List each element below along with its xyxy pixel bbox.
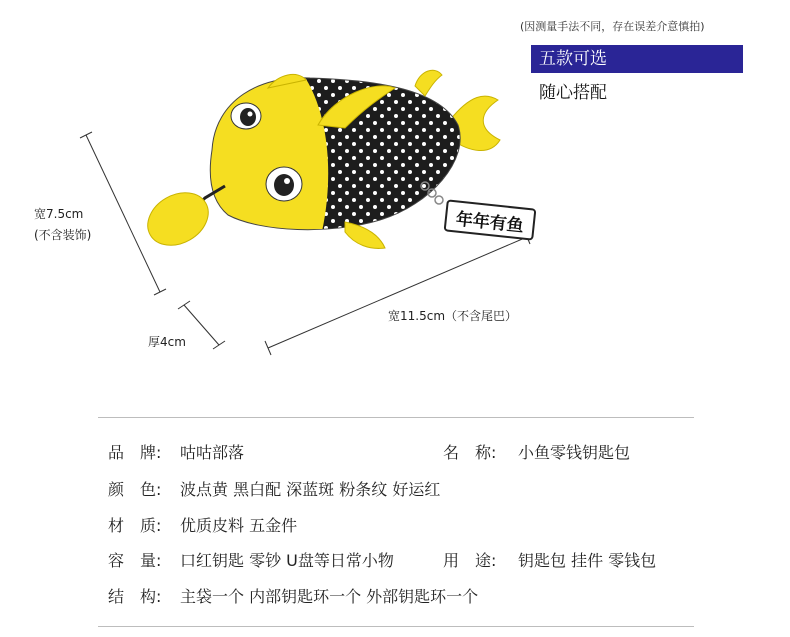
spec-color-value: 波点黄 黑白配 深蓝斑 粉条纹 好运红 (180, 480, 441, 499)
fish-eye-front (266, 167, 302, 201)
spec-name-value: 小鱼零钱钥匙包 (518, 443, 631, 462)
keychain-label: 年年有鱼 (454, 209, 525, 237)
spec-usage (443, 548, 656, 571)
spec-brand (108, 440, 244, 463)
fish-eye-back (231, 103, 261, 129)
spec-usage-value: 钥匙包 挂件 零钱包 (518, 551, 657, 570)
spec-usage-label: 用 途: (443, 551, 497, 570)
spec-material (108, 513, 297, 536)
spec-structure-label: 结 构: (108, 587, 162, 606)
spec-color (108, 477, 440, 500)
spec-structure (108, 584, 478, 607)
zipper-puller (138, 182, 217, 256)
spec-structure-value: 主袋一个 内部钥匙环一个 外部钥匙环一个 (180, 587, 479, 606)
spec-material-value: 优质皮料 五金件 (180, 516, 298, 535)
measurement-note: (因测量手法不同，存在误差介意慎拍) (520, 20, 705, 33)
spec-color-label: 颜 色: (108, 480, 162, 499)
spec-material-label: 材 质: (108, 516, 162, 535)
thickness-dimension: 厚4cm (148, 335, 186, 349)
bottom-fin (345, 222, 385, 248)
spec-brand-label: 品 牌: (108, 443, 162, 462)
spec-name-label: 名 称: (443, 443, 497, 462)
spec-divider-bottom (98, 626, 694, 627)
top-fin-small (415, 70, 442, 96)
spec-capacity-value: 口红钥匙 零钞 U盘等日常小物 (180, 551, 394, 570)
fish-body (200, 70, 460, 240)
height-dimension: 宽7.5cm (34, 207, 84, 221)
width-dimension: 宽11.5cm（不含尾巴） (388, 309, 518, 323)
spec-brand-value: 咕咕部落 (180, 443, 245, 462)
mix-match-tag: 随心搭配 (539, 83, 607, 103)
five-styles-tag: 五款可选 (531, 45, 743, 73)
spec-divider-top (98, 417, 694, 418)
spec-capacity (108, 548, 394, 571)
spec-name (443, 440, 630, 463)
height-dimension-note: (不含装饰) (34, 228, 92, 242)
spec-capacity-label: 容 量: (108, 551, 162, 570)
